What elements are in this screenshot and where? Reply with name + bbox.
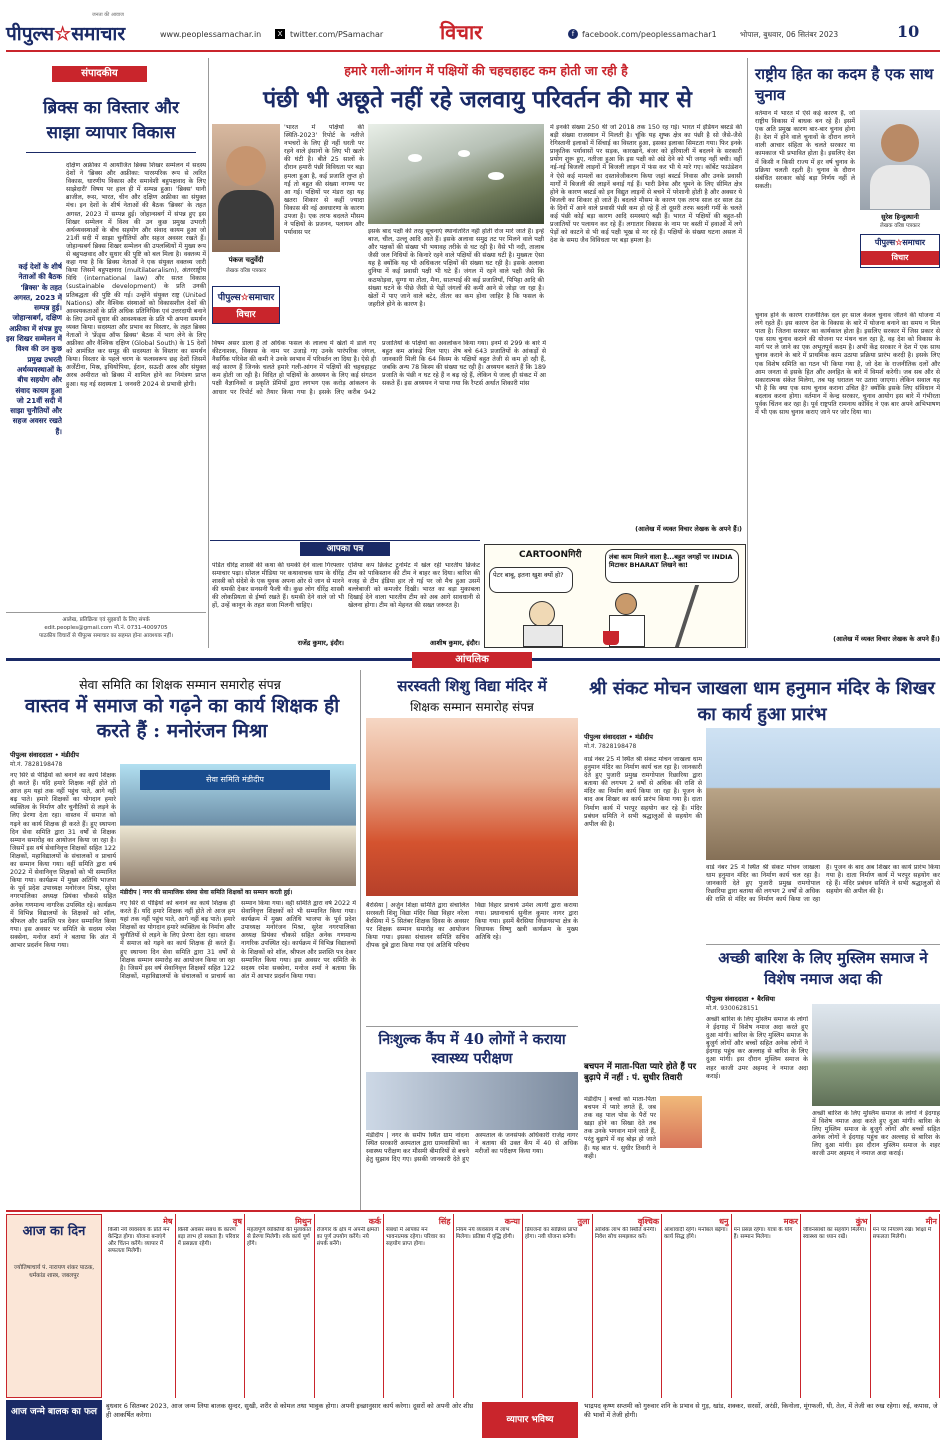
sign-text: नियम नये व्यवसाय में लाभ मिलेगा। प्रतिष्ठा में वृद्धि होगी। — [455, 1227, 514, 1240]
sign-text: किसी अवसर संबंध के कारण बड़ा लाभ हो सकता है। परिवार में प्रसन्नता रहेगी। — [177, 1227, 240, 1247]
right-intro: वर्तमान में भारत में ऐसे कई कारण हैं, जो राष्ट्रीय विकास में बाधक बन रहे हैं। इसमें एक अति प्रमुख कारण बार-बार चुनाव होना है। देश में होने वाले चुनावों के दौरान लगने वाली आचार संहिता के चलते सरकार या कामकाज भी प्रभावित होता है। इसलिए देश में किसी न किसी राज्य में हर वर्ष चुनाव के प्रक्रिया चलती रहती है। चुनाव के दौरान संबंधित सरकार कोई बड़ा निर्णय नहीं ले सकती। — [755, 110, 855, 190]
sign-text: प्रियजनों का सान्निध्य प्राप्त होगा। नयी योजना बनेगी। — [525, 1227, 578, 1240]
author-photo — [212, 124, 280, 252]
author-role: लेखक वरिष्ठ पत्रकार — [226, 268, 266, 274]
editorial-title: ब्रिक्स का विस्तार और साझा व्यापार विकास — [43, 98, 179, 143]
regional-rule-1 — [360, 670, 361, 1210]
s4-title: निःशुल्क कैंप में 40 लोगों ने कराया स्वास्थ्य परीक्षण — [378, 1031, 566, 1067]
mini-brand-main: पीपुल्स — [217, 293, 241, 303]
s4-photo — [366, 1072, 578, 1130]
twitter-link[interactable]: twitter.com/PSamachar — [290, 30, 384, 39]
cartoon-panel — [484, 544, 746, 648]
cartoon-man-face — [529, 601, 555, 627]
letter-2: एशिया कप क्रिकेट टूर्नामेंट में खेल रही भारतीय क्रिकेट टीम को पाकिस्तान की टीम ने बाहर कर दिया। बारिश की वजह से टीम इंडिया हार तो गई पर जो मैच हुआ उसमें बल्लेबाजी को कमजोर दिखी। भारत का बड़ा मुकाबला दिखाई देने वाला भारतीय टीम को अब आगे सावधानी से खेलना होगा। टीम को मेहनत की सख्त जरूरत है। — [348, 562, 480, 610]
s3-place: मंडीदीप — [635, 733, 653, 741]
sign-1 — [106, 1214, 176, 1398]
today-label: आज का दिन — [22, 1224, 86, 1239]
right-afterword: (आलेख में व्यक्त विचार लेखक के अपने हैं।) — [833, 635, 940, 643]
footer-email[interactable]: edit.peoples@gmail.com मो.नं. 0731-4009705 — [44, 625, 168, 631]
sign-name: वृष — [232, 1217, 242, 1226]
sign-text: जीवनसाथी का सहयोग मिलेगा। स्वास्थ्य का ध्यान रखें। — [803, 1227, 867, 1240]
s3-byline: पीपुल्स संवाददाता — [584, 733, 627, 741]
s3-title: श्री संकट मोचन जाखला धाम हनुमान मंदिर के शिखर का कार्य हुआ प्रारंभ — [589, 678, 935, 725]
sign-9 — [662, 1214, 732, 1398]
right-mini-section: विचार — [861, 251, 939, 265]
s1-place: मंडीदीप — [61, 751, 79, 759]
right-mini-logo — [860, 234, 940, 268]
s3-body: वार्ड नंबर 25 में स्थित श्री संकट मोचन जाखला धाम हनुमान मंदिर का निर्माण कार्य चल रहा है। जानकारी देते हुए पुजारी प्रमुख रामगोपाल रिछारिया द्वारा बताया की लगभग 2 वर्षों से अधिक की राशि से मंदिर का निर्माण कार्य किया जा रहा है। पूजन के बाद अब शिखर का कार्य प्रारंभ किया गया है। दाता निर्माण कार्य में भरपूर सहयोग कर रहे हैं। मंदिर प्रबंधन समिति ने सभी श्रद्धालुओं से सहयोग की अपील की है। — [584, 756, 702, 828]
sign-6 — [454, 1214, 524, 1398]
lead-afterword: (आलेख में व्यक्त विचार लेखक के अपने हैं।) — [635, 525, 742, 533]
right-mini-brand-tail: समाचार — [902, 237, 926, 247]
s2-kicker: शिक्षक सम्मान समारोह संपन्न — [410, 700, 534, 714]
masthead-rule — [6, 50, 940, 52]
editorial-pullquote: कई देशों के शीर्ष नेताओं की बैठक 'ब्रिक्स' के तहत अगस्त, 2023 में सम्पन्न हुई। जोहान्सबर्ग, दक्षिण अफ्रीका में संपन्न हुए इस शिखर सम्मेलन में विश्व की उन कुछ प्रमुख उभरती अर्थव्यवस्थाओं के बीच सहयोग और संवाद कायम हुआ जो 21वीं सदी में साझा चुनौतियों और सहज अवसर रखते हैं। — [6, 262, 62, 436]
sign-text: आशावादी रहेंगे। मनोबल बढ़ेगा। कार्य सिद्ध होंगे। — [664, 1227, 728, 1240]
masthead-logo[interactable] — [6, 12, 156, 52]
editorial-divider — [26, 152, 196, 153]
lead-col1: 'भारत में पक्षियों की स्थिति-2023' रिपोर्ट के नतीजे नभचरों के लिए ही नहीं धरती पर रहने वाले इंसानों के लिए भी खतरे की घंटी है। बीते 25 सालों के दौरान हमारी पंछी विविधता पर बड़ा हमला हुआ है, कई प्रजाति लुप्त हो गईं तो बहुत की संख्या नगण्य पर आ गई। पक्षियों पर मंडरा रहा यह खतरा शिकार से कहीं ज्यादा विकास की नई अवधारणा के कारण उपजा है। एक तरफ बदलते मौसम ने पक्षियों के प्रजनन, पलायन और पर्यावास पर — [284, 124, 364, 237]
right-body: चुनाव होने के कारण राजनीतिक दल हर साल केवल चुनाव जीतने की योजना में लगे रहते हैं। इस कारण देश के विकास के बारे में योजना बनाने का समय न मिल पाता है। जितना सरकार का कार्यकाल होता है। इसलिए सरकार में जिस प्रकार से एक साथ चुनाव कराने की योजना पर मंथन चल रहा है, वह देश को विकास के मार्ग पर ले जाने का एक अभूतपूर्व कदम है। अभी केंद्र सरकार ने देश में एक साथ चुनाव कराने के बारे में प्राथमिक काम उठाया प्रक्रिया प्रारंभ करदी है। इसके लिए एक विशेष समिति का गठन भी किया गया है, जो देश के राजनीतिक दलों और आम जनता से इसके हित और अनहित के बारे में विमर्श करेगी। जब सब और से सकारात्मक संकेत मिलेगा, तब यह धरातल पर उतारा जाएगा। लेकिन सवाल यह भी है कि क्या एक साथ चुनाव कराना उचित है? क्योंकि इसके लिए संविधान में बदलाव करना होगा। वर्तमान में केन्द्र सरकार, चुनाव आयोग इस बारे में गंभीरता पूर्वक चिंतन कर रहा है। पूर्व राष्ट्रपति रामनाथ कोविंद ने एक बार अपने अभिभाषण में भी एक साथ चुनाव कराए जाने पर जोर दिया था। — [755, 312, 940, 417]
s1-body-a: नए सिरे से पीढ़ियों को बनाने का कार्य शिक्षक ही करते हैं। यदि हमारे शिक्षक नहीं होते तो आज हम यहां तक नहीं पहुंच पाते, आगे नहीं बढ़ पाते। हमारे शिक्षकों का योगदान हमारे व्यक्तित्व के निर्माण और चुनौतियों से लड़ने के लिए प्रेरणा देता रहा। वास्तव में समाज को गढ़ने का कार्य शिक्षक ही करते हैं। हुए स्थापना दिन सेवा समिति द्वारा 31 वर्षों से शिक्षक सम्मान समारोह का आयोजन किया जा रहा है। जिसमें इस वर्ष सेवानिवृत्त शिक्षकों सहित 122 शिक्षकों, महाविद्यालयों के संचालकों व प्राचार्य का सम्मान किया गया। वहीं समिति द्वारा वर्ष 2022 में सेवानिवृत्त शिक्षकों को भी सम्मानित किया गया। कार्यक्रम में मुख्य अतिथि भाजपा के पूर्व प्रदेश उपाध्यक्ष मनोरंजन मिश्रा, सुरेश नगरपालिका अध्यक्ष प्रियंका चौकसे सहित अनेक गणमान्य नागरिक उपस्थित रहे। कार्यक्रम में विभिन्न विद्यालयों के शिक्षकों को शॉल, श्रीफल और प्रशस्ति पत्र देकर सम्मानित किया गया। इस अवसर पर समिति के सदस्य रमेश सक्सेना, मनोज शर्मा ने बताया कि अंत में आभार प्रदर्शन किया गया। — [10, 772, 116, 949]
s6-place: बैरसिया — [757, 995, 775, 1003]
sign-12 — [871, 1214, 941, 1398]
s6-body-b: अच्छी बारिश के लिए मुस्लिम समाज के लोगों ने ईदगाह में विशेष नमाज अदा करते हुए दुआ मांगी। बारिश के लिए मुस्लिम समाज के बुजुर्ग लोगों और बच्चों सहित अनेक लोगों ने ईदगाह पहुंच कर अल्लाह से बारिश के लिए दुआ मांगी। इस दौरान मुस्लिम समाज के शहर काजी उमर अहमद ने नमाज अदा कराई। — [812, 1110, 940, 1158]
child-label: आज जन्मे बालक का फल — [6, 1400, 102, 1440]
column-rule — [208, 58, 209, 648]
sign-5 — [384, 1214, 454, 1398]
website-link[interactable]: www.peoplessamachar.in — [160, 30, 262, 39]
birds-photo — [368, 124, 544, 224]
sign-3 — [245, 1214, 315, 1398]
sign-name: मकर — [783, 1217, 798, 1226]
footer-disclaimer: पाठकीय विचारों से पीपुल्स समाचार का सहमत होना आवश्यक नहीं। — [38, 633, 174, 639]
cartoon-painter-face — [615, 593, 637, 615]
sign-name: सिंह — [438, 1217, 451, 1226]
sign-11 — [801, 1214, 871, 1398]
sign-2 — [176, 1214, 246, 1398]
sign-text: मन प्रसन्न रहेगा। यात्रा के योग हैं। सम्मान मिलेगा। — [733, 1227, 793, 1240]
lead-kicker: हमारे गली-आंगन में पक्षियों की चहचहाहट कम होती जा रही है — [344, 63, 628, 78]
cartoon-bubble-2: लंबा काम मिलने वाला है...बहुत जगहों पर INDIA मिटाकर BHARAT लिखने का! — [605, 549, 739, 583]
x-twitter-icon: X — [275, 29, 285, 39]
sign-name: कुंभ — [855, 1217, 868, 1226]
s1-kicker: सेवा समिति का शिक्षक सम्मान समारोह संपन्न — [79, 677, 281, 692]
brand-star-icon: ☆ — [54, 23, 72, 45]
s6-photo — [812, 1004, 940, 1106]
letter-2-author: आशीष कुमार, इंदौर। — [429, 639, 480, 647]
s2-photo — [366, 718, 578, 896]
right-author-photo — [860, 110, 940, 210]
sign-text: रोजगार के क्षेत्र में अपनी क्षमता का पूर्ण उपयोग करेंगे। नये संपर्क बनेंगे। — [316, 1227, 379, 1247]
editorial-body: दक्षिण अफ्रीका में आयोजित ब्रिक्स शिखर सम्मेलन में सदस्य देशों ने 'ब्रिक्स और अफ्रीका: पारस्परिक रूप से त्वरित विकास, धारणीय विकास और समावेशी बहुपक्षवाद के लिए साझेदारी' विषय पर हाल ही में सम्पन्न हुआ। 'ब्रिक्स' यानी ब्राजील, रूस, भारत, चीन और दक्षिण अफ्रीका का संयुक्त मंच। इन देशों के शीर्ष नेताओं की बैठक 'ब्रिक्स' के तहत अगस्त, 2023 में सम्पन्न हुई। जोहान्सबर्ग में संपन्न हुए इस शिखर सम्मेलन में विश्व की उन कुछ प्रमुख उभरती अर्थव्यवस्थाओं के बीच सहयोग और संवाद कायम हुआ जो 21वीं सदी में साझा चुनौतियों और सहज अवसर रखते हैं। जोहान्सबर्ग ब्रिक्स शिखर सम्मेलन की उपलब्धियों में मुख्य रूप से बहुपक्षवाद और सुधार की पुष्टि को बल मिला है। वक्तव्य में कहा गया है कि ब्रिक्स नेताओं ने एक संयुक्त वक्तव्य जारी किया जिसमें बहुपक्षवाद (multilateralism), अंतरराष्ट्रीय विधि (international law) और सतत विकास (sustainable development) के प्रति उनकी प्रतिबद्धता की पुष्टि की गई। उन्होंने संयुक्त राष्ट्र (United Nations) और वैश्विक संस्थाओं को विकासशील देशों की आवश्यकताओं के प्रति अधिक प्रतिनिधिक एवं उत्तरदायी बनाने के लिए उनमें सुधार की आवश्यकता के प्रति भी अपना समर्थन व्यक्त किया। सदस्यता और प्रभाव का विस्तार, के तहत ब्रिक्स नेताओं ने 'फ्रेंड्स ऑफ ब्रिक्स' बैठक में भाग लेने के लिए अफ्रीका और वैश्विक दक्षिण (Global South) के 15 देशों को आमंत्रित कर समूह की सदस्यता के विस्तार का समर्थन किया। विस्तार के पहले चरण के फलस्वरूप छह देशों जिसमें अर्जेंटीना, मिस्र, इथियोपिया, ईरान, सऊदी अरब और संयुक्त अरब अमीरात को ब्रिक्स में शामिल होने का निमंत्रण प्राप्त हुआ। यह नई सदस्यता 1 जनवरी 2024 से प्रभावी होगी। — [66, 162, 206, 388]
s4-body: मंडीदीप | नगर के समीप स्थित ग्राम नांदना स्थित सरकारी अस्पताल द्वारा ग्रामवासियों का स्वास्थ्य परीक्षण कर मौसमी बीमारियों से बचने हेतु सुझाव दिए गए। इसकी जानकारी देते हुए अस्पताल के जनसंपर्क अधिकारी राजेंद्र नागर ने बताया की उक्त कैंप में 40 से अधिक मरीजों का परीक्षण किया गया। — [366, 1132, 578, 1164]
horoscope-signs — [106, 1214, 940, 1398]
sign-text: मन पर नियंत्रण रखें। शिक्षा में सफलता मिलेगी। — [872, 1227, 932, 1240]
lead-col4: इसके बाद पक्षी की तरह सूचनाएं स्थानांतरित नहीं होती रोज मारे जाते हैं। इन्हें बाज, चील, उल्लू आदि आते हैं। इसके अलावा समुद्र तट पर मिलने वाले पक्षी और पक्षकों की संख्या भी भयावह तरीके से घट रही है। वैसे भी नदी, तालाब जैसी जल निधियों के किनारे रहने वाले पक्षियों की संख्या घटी है। मुख्यतः ऐसा यह है क्योंकि यह भी अधिकतर पक्षियों की संख्या घट रही है। इसके अलावा दुनिया में कई प्रवासी पक्षी भी घटे हैं। जंगल में रहने वाले पक्षी जैसे कि कठफोड़वा, सुग्गा या तोता, मैना, सातभाई की कई प्रजातियाँ, पिपिहा आदि की संख्या घटने के पीछे जैसी से पेड़ों जंगलों की कमी आने से जोड़ा जा रहा है। खेतों में पाए जाने वाले बटेर, तीतर का कम होना जाहिर है कि फसल के जहरीले होने के कारण है। — [368, 228, 544, 308]
sign-4 — [315, 1214, 385, 1398]
lead-col3: में इनकी संख्या 250 थी जो 2018 तक 150 रह गई। भारत में इंडियन बस्टर्ड की बड़ी संख्या राजस्थान में मिलती है। चूंकि यह शुष्क क्षेत्र का पंछी है सो जैसे-जैसे रेगिस्तानी इलाकों में सिंचाई का विस्तार हुआ, इसका इलाका सिमटता गया। फिर इनके प्राकृतिक पर्यावासों पर सड़क, कारखाने, बंजर को हरियाली में बदलने के सरकारी प्रयोग शुरू हुए, नतीजा हुआ कि इस पक्षी को अंडे देने को भी जगह नहीं बची। वहीं नई-नई बिजली लाइनों में बिजली लाइन में फंस कर भी ये मारे गए। कॉर्बेट फाउंडेशन ने ऐसे कई मामलों का दस्तावेजीकरण किया जहां बस्टर्ड निवास और उनके प्रवासी मार्गों में बिजली की लाइनें बनाई गई हैं। भारी डैनेस और घूमने के लिए सीमित क्षेत्र होने के कारण बस्टर्ड को इन विद्युत लाइनों से बचने में परेशानी होती है और अक्सर ये बिजली का शिकार हो जाते हैं। बदलते मौसम के कारण एक तरफ साल दर साल ठंड के दिनों में आने वाले प्रवासी पंछी कम हो रहे हैं तो दूसरी तरफ बदली गर्मी के चलते कई पंछी कोई बड़ा कारण आदि समस्याएं बढ़ी हैं। भारत में पक्षियों की बहुत-सी प्रजातियों पर पलायन कर रहे हैं। लगातार विकास के नाम पर बस्ती में हवाओं में लगे पेड़ों को काटने से भी कई पक्षी भूख से मर रहे हैं। पक्षियों के संख्या घटना असल में देश के समग्र जैव विविधता पर बड़ा हमला है। — [550, 124, 742, 245]
sign-name: तुला — [577, 1217, 590, 1226]
s1-body-b: नए सिरे से पीढ़ियों को बनाने का कार्य शिक्षक ही करते हैं। यदि हमारे शिक्षक नहीं होते तो आज हम यहां तक नहीं पहुंच पाते, आगे नहीं बढ़ पाते। हमारे शिक्षकों का योगदान हमारे व्यक्तित्व के निर्माण और चुनौतियों से लड़ने के लिए प्रेरणा देता रहा। वास्तव में समाज को गढ़ने का कार्य शिक्षक ही करते हैं। हुए स्थापना दिन सेवा समिति द्वारा 31 वर्षों से शिक्षक सम्मान समारोह का आयोजन किया जा रहा है। जिसमें इस वर्ष सेवानिवृत्त शिक्षकों सहित 122 शिक्षकों, महाविद्यालयों के संचालकों व प्राचार्य का सम्मान किया गया। वहीं समिति द्वारा वर्ष 2022 में सेवानिवृत्त शिक्षकों को भी सम्मानित किया गया। कार्यक्रम में मुख्य अतिथि भाजपा के पूर्व प्रदेश उपाध्यक्ष मनोरंजन मिश्रा, सुरेश नगरपालिका अध्यक्ष प्रियंका चौकसे सहित अनेक गणमान्य नागरिक उपस्थित रहे। कार्यक्रम में विभिन्न विद्यालयों के शिक्षकों को शॉल, श्रीफल और प्रशस्ति पत्र देकर सम्मानित किया गया। इस अवसर पर समिति के सदस्य रमेश सक्सेना, मनोज शर्मा ने बताया कि अंत में आभार प्रदर्शन किया गया। — [120, 900, 356, 980]
sign-name: मेष — [163, 1217, 173, 1226]
column-rule-right — [747, 58, 748, 648]
s6-byline: पीपुल्स संवाददाता — [706, 995, 749, 1003]
cartoon-ladder — [675, 585, 699, 647]
right-title: राष्ट्रीय हित का कदम है एक साथ चुनाव — [755, 65, 934, 104]
s1-mobile: मो.नं. 7828198478 — [10, 761, 63, 768]
cartoon-paint-bucket — [603, 631, 619, 645]
right-author-role: लेखक वरिष्ठ पत्रकार — [880, 223, 920, 229]
astrologer-credit: ज्योतिषाचार्य पं. नारायण शंकर पाठक, धर्मकांड शास्त्र, जबलपुर — [13, 1265, 95, 1279]
s6-rule — [706, 944, 940, 945]
child-text: बुधवार 6 सितम्बर 2023, आज जन्म लिया बालक सुन्दर, सुखी, शरीर से कोमल तथा भावुक होगा। अपनी इच्छानुसार कार्य करेगा। दूसरों को अपनी ओर शीघ्र ही आकर्षित करेगा। — [106, 1402, 474, 1419]
regional-label: आंचलिक — [412, 652, 532, 668]
brand-tail: समाचार — [71, 23, 126, 45]
sign-10 — [732, 1214, 802, 1398]
sign-text: महत्वपूर्ण व्यक्तियों की मुलाकात से प्रेरणा मिलेगी। रुके कार्य पूर्ण होंगे। — [247, 1227, 312, 1247]
s1-title: वास्तव में समाज को गढ़ने का कार्य शिक्षक ही करते हैं : मनोरंजन मिश्रा — [24, 695, 340, 742]
sign-name: वृश्चिक — [637, 1217, 659, 1226]
mini-logo — [212, 286, 280, 324]
s2-body: बैरसिया | अर्जुन शिक्षा समिति द्वारा संचालित सरस्वती शिशु विद्या मंदिर विद्या विहार नरेला बैरसिया में 5 सितंबर शिक्षक दिवस के अवसर पर शिक्षक सम्मान समारोह का आयोजन किया गया। इसका संचालन समिति सचिव दीपक दुबे द्वारा किया गया एवं अतिथि परिचय विद्या विहार प्राचार्य उमेश त्यागी द्वारा कराया गया। प्रधानाचार्य सुनील कुमार नागर द्वारा किया गया। इसमें बैरसिया विधानसभा क्षेत्र के विधायक विष्णु खत्री कार्यक्रम के मुख्य अतिथि रहे। — [366, 902, 578, 950]
lead-title: पंछी भी अछूते नहीं रहे जलवायु परिवर्तन की मार से — [263, 86, 692, 113]
s5-photo — [660, 1096, 702, 1148]
s6-mobile: मो.नं. 9300628151 — [706, 1005, 759, 1012]
s5-body: मंडीदीप | बच्चों को माता-पिता बचपन में प्यारे लगते हैं, जब तक वह पाल पोस के पैरों पर खड़ा होने का सिखा देते तब तक उनके भगवान माने जाते हैं, परंतु बुढ़ापे में वह बोझ हो जाते हैं। यह बात पं. सुधीर तिवारी ने कही। — [584, 1096, 656, 1160]
sign-7 — [523, 1214, 593, 1398]
letters-label: आपका पत्र — [300, 542, 390, 556]
mini-section: विचार — [213, 307, 279, 323]
dateline: भोपाल, बुधवार, 06 सितंबर 2023 — [740, 30, 839, 39]
facebook-icon: f — [568, 29, 578, 39]
s3-mobile: मो.नं. 7828198478 — [584, 743, 637, 750]
s3-photo — [706, 728, 940, 860]
sign-text: आर्थिक लाभ की स्थिति बनेगी। निवेश सोच समझकर करें। — [594, 1227, 657, 1240]
mini-brand-star-icon: ☆ — [240, 293, 249, 303]
business-text: भाद्रपद कृष्ण सप्तमी को गुरुवार शनि के प्रभाव से गुड़, खांड, शक्कर, सरसों, अरंडी, किनोला, मूंगफली, घी, तेल, में तेजी का रुख रहेगा। रुई, कपास, जे की भावों में तेजी होगी। — [584, 1402, 938, 1419]
s4-rule — [366, 1026, 578, 1027]
letter-1-author: राजेंद्र कुमार, इंदौर। — [297, 639, 344, 647]
brand-tagline: जनता की आवाज — [92, 12, 124, 18]
letter-1: पंडित धीरेंद्र शास्त्री की कथा की धमकी देने वाला गिरफ्तार समाचार पढ़ा। सोशल मीडिया पर कथावाचक धाम के धीरेंद्र शास्त्री को संदेशे के एक युवक अपना ओर से जान से मारने की धमकी देकर सनसनी फैली थी। कुछ लोग धीरेंद्र शास्त्री की लोकप्रियता से ईर्ष्या रखते हैं। धमकी देने वाले जो भी हों, उन्हें कानून के तहत सजा मिलनी चाहिए। — [212, 562, 344, 610]
footer-contact-label: आलेख, प्रतिक्रिया एवं सुझावों के लिए संपर्क — [62, 617, 150, 623]
mini-brand-tail: समाचार — [248, 293, 275, 303]
page-number: 10 — [897, 22, 920, 41]
sign-name: धनु — [719, 1217, 729, 1226]
letters-rule — [210, 540, 480, 541]
author-name: पंकज चतुर्वेदी — [228, 256, 264, 264]
sign-text: संबंधों में आपका मन भावनात्मक रहेगा। परिवार का सहयोग प्राप्त होगा। — [386, 1227, 446, 1247]
s1-photo: सेवा समिति मंडीदीप — [120, 764, 356, 886]
editorial-label: संपादकीय — [52, 66, 147, 82]
sign-name: मिथुन — [295, 1217, 312, 1226]
s3-body-b: वार्ड नंबर 25 में स्थित श्री संकट मोचन जाखला धाम हनुमान मंदिर का निर्माण कार्य चल रहा है। जानकारी देते हुए पुजारी प्रमुख रामगोपाल रिछारिया द्वारा बताया की लगभग 2 वर्षों से अधिक की राशि से मंदिर का निर्माण कार्य किया जा रहा है। पूजन के बाद अब शिखर का कार्य प्रारंभ किया गया है। दाता निर्माण कार्य में भरपूर सहयोग कर रहे हैं। मंदिर प्रबंधन समिति ने सभी श्रद्धालुओं से सहयोग की अपील की है। — [706, 864, 940, 904]
sign-name: मीन — [925, 1217, 937, 1226]
right-mini-brand-main: पीपुल्स — [874, 237, 896, 247]
facebook-link[interactable]: facebook.com/peoplessamachar1 — [582, 30, 717, 39]
horoscope-rule — [6, 1210, 940, 1212]
lead-col2: विषम असर डाला है तो अधिक फसल के लालच में खेतों में डाले गए कीटनाशक, विकास के नाम पर उजाड़े गए उनके पारंपरिक जंगल, नैसर्गिक परिवेश की कमी ने उनके स्वभाव में परिवर्तन ला दिया है। ऐसे ही कई कारण हैं जिनके चलते हमारे गली-आंगन में पक्षियों की चहचहाहट कम होती जा रही है। विदित हो पक्षियों के अध्ययन के लिए कई संगठन पक्षी वैज्ञानिकों व प्रकृति प्रेमियों द्वारा लगभग एक करोड़ आंकलन के आधार पर रिपोर्ट को तैयार किया गया है। इसके लिए करीब 942 प्रजातियों के पक्षियों का अवलोकन किया गया। इनमें से 299 के बारे में बहुत कम आंकड़े मिल पाए। शेष बचे 643 प्रजातियों के आंकड़ों से जानकारी मिली कि 64 किस्म के पक्षियों बहुत तेजी से कम हो रही हैं, जबकि अन्य 78 किस्म की संख्या घट रही है। अध्ययन बताते हैं कि 189 प्रजाति के पंछी न घट रहे हैं न बढ़ रहे हैं, लेकिन ये जल्द ही संकट में आ सकते हैं। इस अध्ययन ने पाया गया कि रैप्टर्स अर्थात शिकारी मांस — [212, 340, 546, 396]
right-author-name: सुरेश हिन्दुस्थानी — [881, 213, 919, 221]
cartoon-man-body — [523, 625, 563, 647]
s5-title: बचपन में माता-पिता प्यारे होते हैं पर बुढ़ापे में नहीं : पं. सुधीर तिवारी — [584, 1062, 697, 1083]
sign-name: कन्या — [504, 1217, 520, 1226]
sign-text: किसी नये व्यवसाय के प्रति मन केन्द्रित होगा। योजना बनाएंगे और चिंतन करेंगे। व्यापार में सफलता मिलेगी। — [108, 1227, 170, 1254]
section-title: विचार — [440, 20, 483, 44]
s6-body: अच्छी बारिश के लिए मुस्लिम समाज के लोगों ने ईदगाह में विशेष नमाज अदा करते हुए दुआ मांगी। बारिश के लिए मुस्लिम समाज के बुजुर्ग लोगों और बच्चों सहित अनेक लोगों ने ईदगाह पहुंच कर अल्लाह से बारिश के लिए दुआ मांगी। इस दौरान मुस्लिम समाज के शहर काजी उमर अहमद ने नमाज अदा कराई। — [706, 1016, 808, 1080]
sign-8 — [593, 1214, 663, 1398]
business-label: व्यापार भविष्य — [482, 1402, 578, 1438]
sign-name: कर्क — [368, 1217, 381, 1226]
right-mini-brand-star-icon: ☆ — [895, 237, 903, 247]
s6-title: अच्छी बारिश के लिए मुस्लिम समाज ने विशेष नमाज अदा की — [718, 949, 928, 988]
s2-title: सरस्वती शिशु विद्या मंदिर में — [397, 677, 547, 695]
cartoon-label: CARTOONगिरी — [519, 550, 582, 560]
cartoon-bubble-1: पेटर बाबू, इतना खुश क्यों हो? — [489, 567, 573, 593]
s1-caption: मंडीदीप | नगर की सामाजिक संस्था सेवा समिति शिक्षकों का सम्मान करती हुई। — [120, 889, 293, 896]
today-box — [6, 1214, 102, 1398]
editorial-footer-rule — [6, 612, 206, 613]
s1-byline: पीपुल्स संवाददाता — [10, 751, 53, 759]
brand-main: पीपुल्स — [6, 23, 55, 45]
